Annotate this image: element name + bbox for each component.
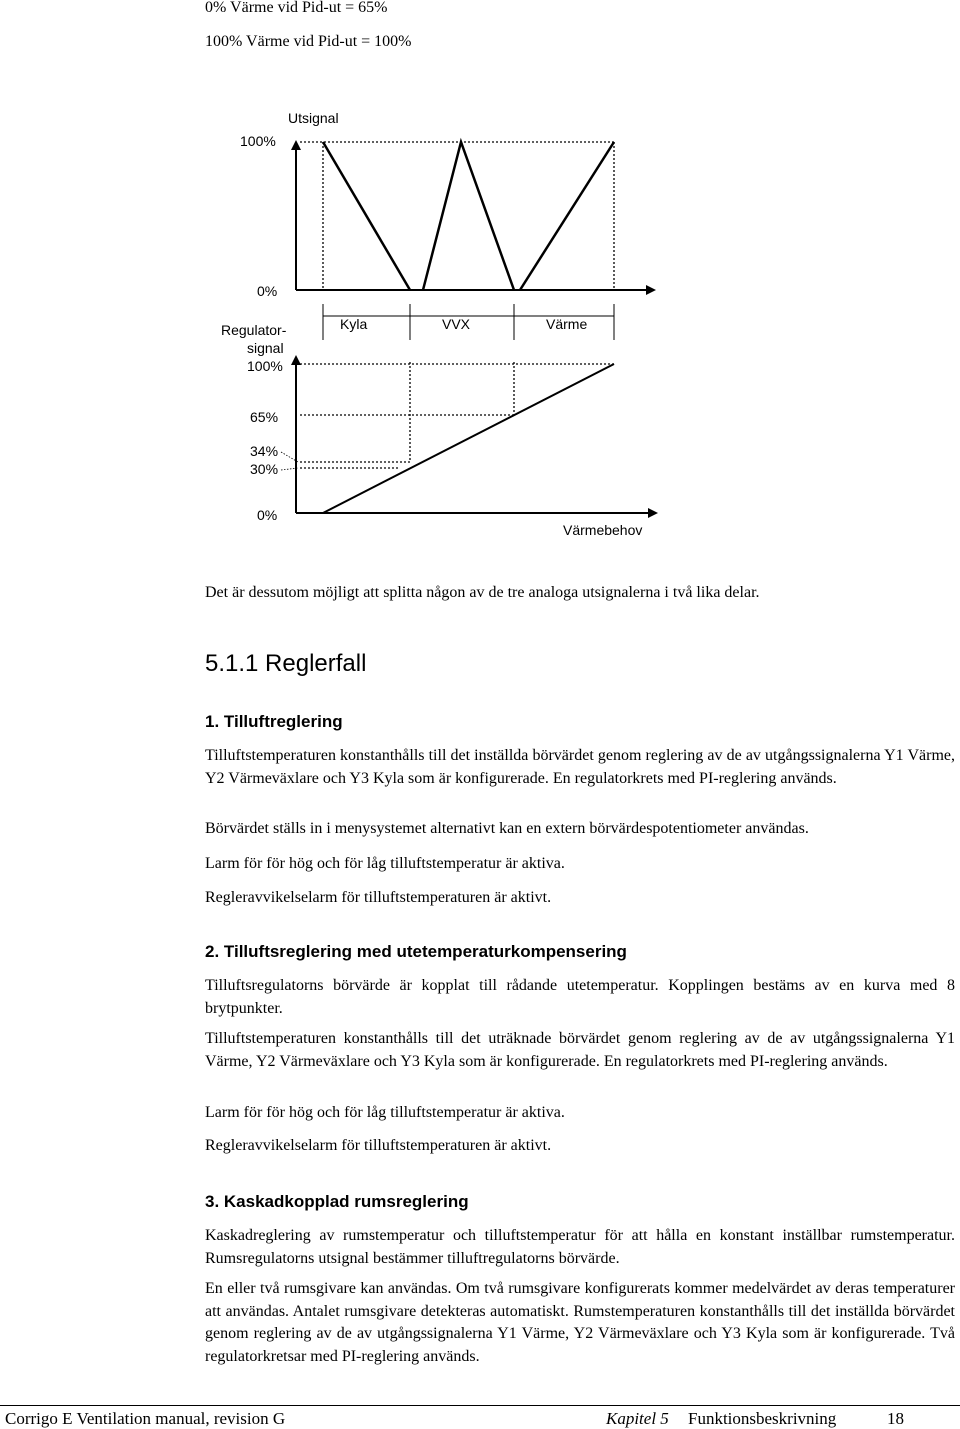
case-2-paragraph-4: Regleravvikelselarm för tilluftstemperaturen är aktivt. [205,1137,552,1154]
varme-output-line [520,142,614,290]
utsignal-label: Utsignal [288,110,339,126]
case-1-paragraph-4: Regleravvikelselarm för tilluftstemperaturen är aktivt. [205,889,552,906]
footer-rule [0,1405,960,1406]
section-heading: 5.1.1 Reglerfall [205,650,367,677]
case-3-paragraph-1: Kaskadreglering av rumstemperatur och tilluftstemperatur för att hålla en konstant inställbar rumstemperatur. Rumsregulatorns utsignal bestämmer tilluftregulatorns börvärde. [205,1227,955,1267]
case-3-paragraph-2: En eller två rumsgivare kan användas. Om två rumsgivare konfigurerats kommer medelvärdet av deras temperaturer att användas. Antalet rumsgivare detekteras automatiskt. Rumstemperaturen konstanthålls till det inställda börvärdet genom reglering av de av utgångssignalerna Y1 Värme, Y2 Värmeväxlare och Y3 Kyla som är konfigurerade. Två regulatorkretsar med PI-reglering används. [205,1280,955,1365]
regulator-signal-label-1: Regulator- [221,322,287,338]
zone-vvx-label: VVX [442,316,471,332]
footer-chapter: Kapitel 5 [606,1409,669,1428]
upper-0-label: 0% [257,283,278,299]
lower-30-label: 30% [250,461,279,477]
footer-page-number: 18 [887,1409,904,1428]
lower-34-label: 34% [250,443,279,459]
lower-65-label: 65% [250,409,279,425]
case-1-paragraph-2: Börvärdet ställs in i menysystemet alternativt kan en extern börvärdespotentiometer användas. [205,820,809,837]
lower-100-label: 100% [247,358,283,374]
zone-kyla-label: Kyla [340,316,368,332]
case-2-paragraph-3: Larm för för hög och för låg tilluftstemperatur är aktiva. [205,1104,565,1121]
top-line-2: 100% Värme vid Pid-ut = 100% [205,33,412,50]
case-1-heading: 1. Tilluftreglering [205,712,343,731]
upper-100-label: 100% [240,133,276,149]
zone-varme-label: Värme [546,316,588,332]
case-1-paragraph-3: Larm för för hög och för låg tilluftstemperatur är aktiva. [205,855,565,872]
lower-0-label: 0% [257,507,278,523]
regulator-signal-label-2: signal [247,340,284,356]
split-signal-diagram [0,0,960,560]
footer-document-title: Corrigo E Ventilation manual, revision G [5,1409,286,1428]
x-axis-label: Värmebehov [563,522,643,538]
footer-section: Funktionsbeskrivning [688,1409,837,1428]
kyla-output-line [323,142,410,290]
case-2-paragraph-1: Tilluftsregulatorns börvärde är kopplat till rådande utetemperatur. Kopplingen bestäms av en kurva med 8 brytpunkter. [205,977,955,1017]
intro-text: Det är dessutom möjligt att splitta någon av de tre analoga utsignalerna i två lika delar. [205,584,760,601]
case-1-paragraph-1: Tilluftstemperaturen konstanthålls till det inställda börvärdet genom reglering av de av utgångssignalerna Y1 Värme, Y2 Värmeväxlare och Y3 Kyla som är konfigurerade. En regulatorkrets med PI-reglering används. [205,747,955,787]
regulator-signal-line [323,364,614,513]
top-line-1: 0% Värme vid Pid-ut = 65% [205,0,388,16]
case-2-paragraph-2: Tilluftstemperaturen konstanthålls till det uträknade börvärdet genom reglering av de av utgångssignalerna Y1 Värme, Y2 Värmeväxlare och Y3 Kyla som är konfigurerade. En regulatorkrets med PI-reglering används. [205,1030,955,1070]
case-3-heading: 3. Kaskadkopplad rumsreglering [205,1192,469,1211]
vvx-output-line [423,142,514,290]
case-2-heading: 2. Tilluftsreglering med utetemperaturkompensering [205,942,627,961]
